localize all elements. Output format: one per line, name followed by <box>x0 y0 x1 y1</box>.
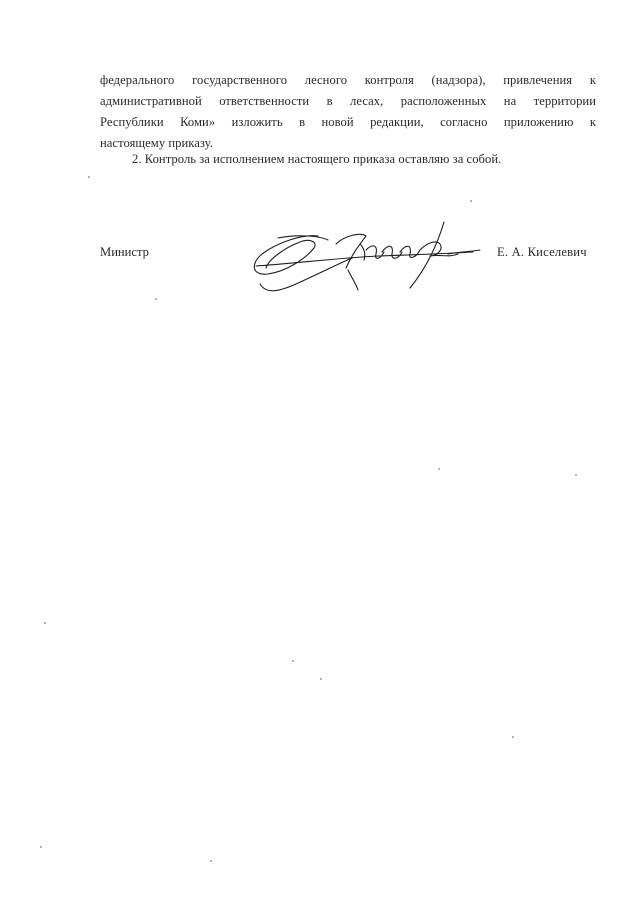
signature-icon <box>248 214 488 294</box>
paragraph-1 <box>100 70 596 154</box>
scan-speck <box>292 660 294 662</box>
scan-speck <box>512 736 514 738</box>
scan-speck <box>40 846 42 848</box>
scan-speck <box>438 468 440 470</box>
scan-speck <box>575 474 577 476</box>
scan-speck <box>320 678 322 680</box>
paragraph-2: 2. Контроль за исполнением настоящего приказа оставляю за собой. <box>132 152 502 166</box>
paragraph-1-line-3: Республики Коми» изложить в новой редакции, согласно приложению к <box>100 115 596 129</box>
signer-name: Е. А. Киселевич <box>497 245 587 259</box>
scan-speck <box>470 200 472 202</box>
scan-speck <box>155 298 157 300</box>
paragraph-1-line-1: федерального государственного лесного контроля (надзора), привлечения к <box>100 73 596 87</box>
paragraph-1-line-2: административной ответственности в лесах, расположенных на территории <box>100 94 596 108</box>
scan-speck <box>88 176 90 178</box>
signer-role: Министр <box>100 245 149 259</box>
scan-speck <box>44 622 46 624</box>
scan-speck <box>210 860 212 862</box>
paragraph-1-line-4: настоящему приказу. <box>100 136 213 150</box>
